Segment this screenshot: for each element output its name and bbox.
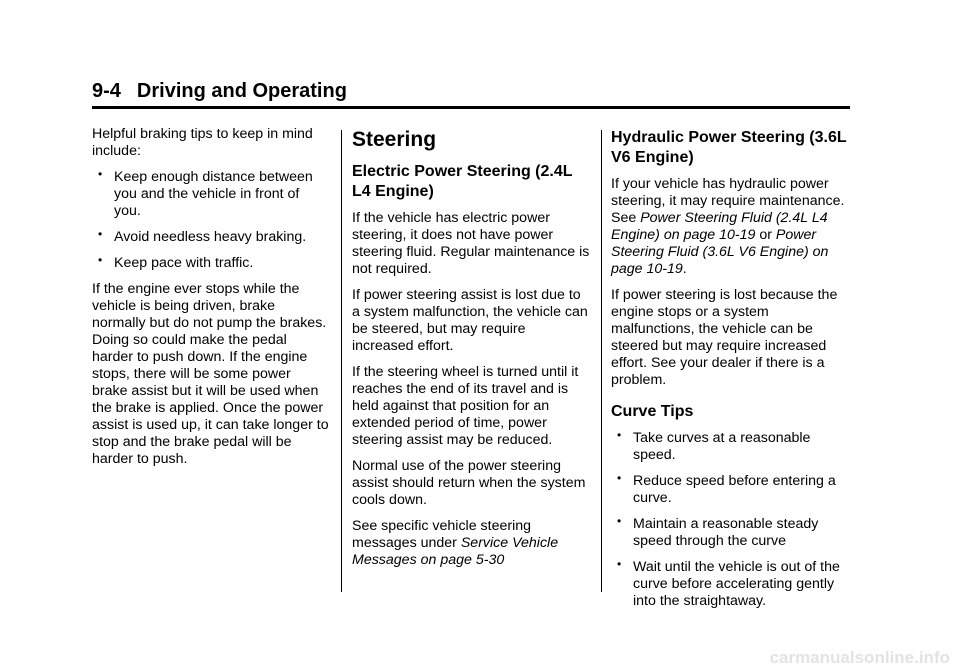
page-header [92,80,850,109]
column-divider [601,130,602,592]
paragraph: If power steering is lost because the engine stops or a system malfunctions, the vehicle can be steered but may require increased effort. See your dealer if there is a problem. [611,287,838,388]
list-item: • Maintain a reasonable steady speed through the curve [617,514,819,549]
column-steering [352,126,590,578]
list-item: • Take curves at a reasonable speed. [617,428,811,463]
list-item: • Wait until the vehicle is out of the curve before accelerating gently into the straightaway. [617,557,840,609]
paragraph: If the steering wheel is turned until it reaches the end of its travel and is held against that position for an extended period of time, power steering assist may be reduced. [352,364,579,448]
cross-reference-link[interactable]: Power Steering Fluid (2.4L L4 Engine) on page 10-19 [611,210,828,243]
paragraph: If power steering assist is lost due to a system malfunction, the vehicle can be steered, but may require increased effort. [352,287,588,354]
list-item: • Keep pace with traffic. [98,253,254,271]
column-hydraulic-steering [611,126,853,619]
chapter-title: Driving and Operating [136,80,347,102]
bullet-icon: • [98,167,103,181]
braking-intro: Helpful braking tips to keep in mind include: [92,126,313,159]
bullet-icon: • [617,557,622,571]
bullet-icon: • [98,227,103,241]
engine-stop-paragraph: If the engine ever stops while the vehicle is being driven, brake normally but do not pump the brakes. Doing so could make the pedal harder to push down. If the engine stops, there will be some power brake assist but it will be used when the brake is applied. Once the power assist is used up, it can take longer to stop and the brake pedal will be harder to push. [92,281,329,467]
list-item: • Keep enough distance between you and the vehicle in front of you. [98,167,313,219]
watermark: carmanualsonline.info [769,648,950,667]
bullet-icon: • [617,514,622,528]
list-item: • Avoid needless heavy braking. [98,227,307,245]
cross-reference-link[interactable]: Power Steering Fluid (3.6L V6 Engine) on page 10-19 [611,227,829,277]
page-number: 9-4 [92,80,121,102]
paragraph: See specific vehicle steering messages under Service Vehicle Messages on page 5-30 [352,518,559,568]
list-item: • Reduce speed before entering a curve. [617,471,836,506]
section-heading-steering: Steering [352,128,437,151]
curve-tips-list [611,430,853,610]
column-divider [341,130,342,592]
paragraph: If your vehicle has hydraulic power steering, it may require maintenance. See Power Steering Fluid (2.4L L4 Engine) on page 10-19 or Power Steering Fluid (3.6L V6 Engine) on page 10-19. [611,176,845,277]
paragraph: Normal use of the power steering assist should return when the system cools down. [352,458,586,508]
bullet-icon: • [98,253,103,267]
braking-tips-list [92,169,330,272]
bullet-icon: • [617,471,622,485]
subheading-curve-tips: Curve Tips [611,403,694,420]
subheading-electric-power-steering: Electric Power Steering (2.4L L4 Engine) [352,163,573,200]
bullet-icon: • [617,428,622,442]
cross-reference-link[interactable]: Service Vehicle Messages on page 5-30 [352,535,559,568]
column-braking-tips [92,126,330,477]
paragraph: If the vehicle has electric power steering, it does not have power steering fluid. Regular maintenance is not required. [352,210,590,277]
subheading-hydraulic-power-steering: Hydraulic Power Steering (3.6L V6 Engine) [611,129,847,166]
